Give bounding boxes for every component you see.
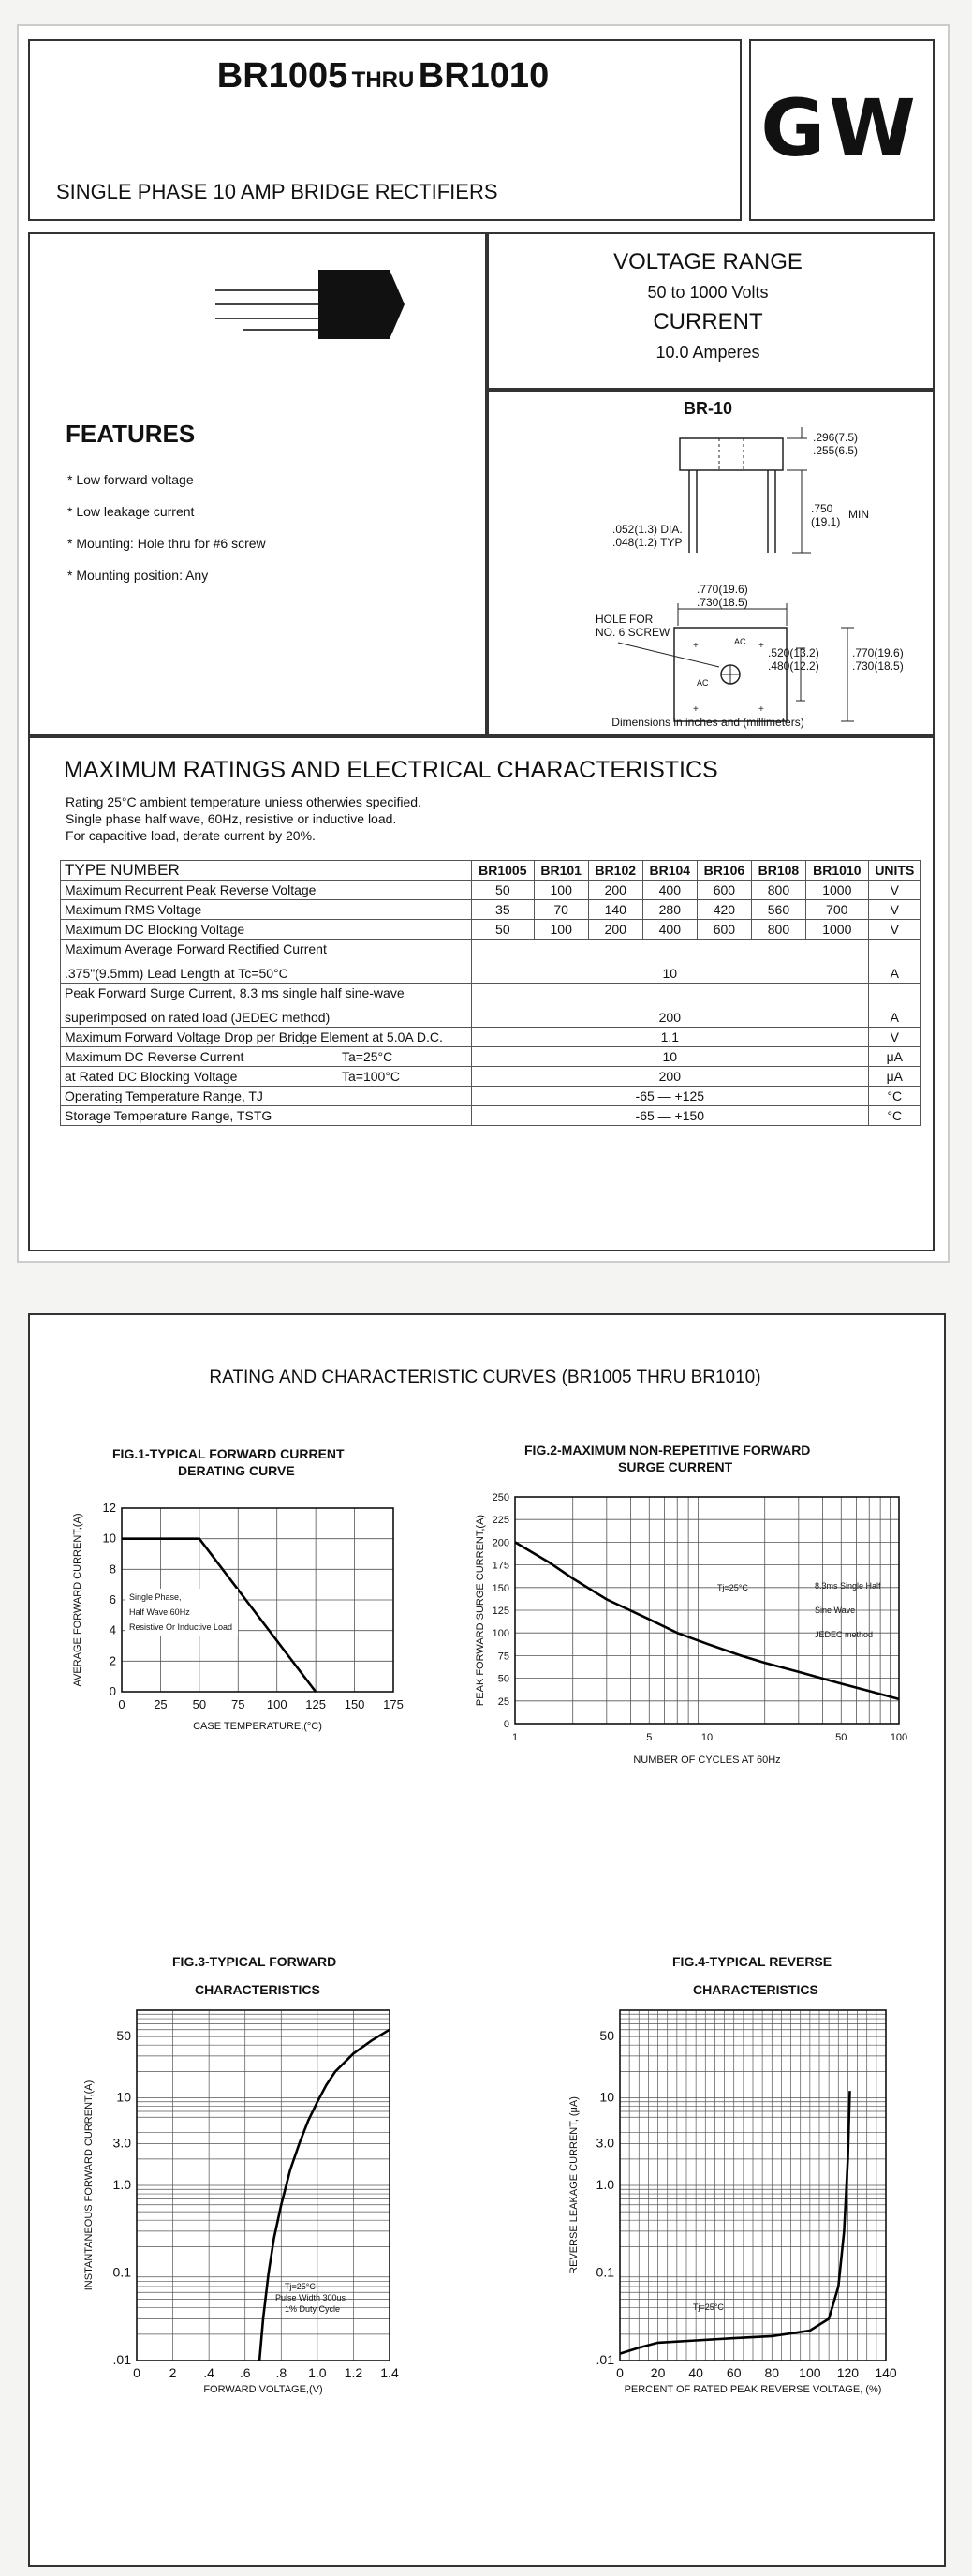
- ratings-note: Single phase half wave, 60Hz, resistive or inductive load.: [66, 811, 397, 826]
- cell-value: 800: [751, 881, 805, 900]
- dim-lead-diameter-min: .048(1.2) TYP: [612, 536, 683, 549]
- x-tick-label: 1.0: [308, 2365, 327, 2380]
- x-tick-label: 50: [835, 1732, 847, 1743]
- dim-body-max: .770(19.6): [852, 646, 904, 659]
- y-axis-label: REVERSE LEAKAGE CURRENT, (μA): [568, 2096, 580, 2274]
- cell-value: 10: [472, 940, 869, 984]
- cell-unit: A: [868, 940, 920, 984]
- x-tick-label: 0: [118, 1697, 125, 1711]
- part-header: BR1005: [472, 861, 535, 881]
- part-header: BR108: [751, 861, 805, 881]
- y-tick-label: 0: [503, 1719, 509, 1730]
- x-tick-label: 150: [344, 1697, 365, 1711]
- svg-text:+: +: [758, 641, 764, 651]
- y-tick-label: 25: [497, 1695, 509, 1708]
- ratings-table: [60, 860, 921, 1126]
- cell-value: 50: [472, 881, 535, 900]
- features-title: FEATURES: [66, 420, 196, 448]
- fig4-title: FIG.4-TYPICAL REVERSE: [672, 1954, 832, 1969]
- title-thru: THRU: [351, 67, 415, 93]
- param-label-line: superimposed on rated load (JEDEC method): [65, 1010, 331, 1025]
- x-tick-label: 100: [266, 1697, 287, 1711]
- ratings-title: MAXIMUM RATINGS AND ELECTRICAL CHARACTERISTICS: [64, 757, 718, 783]
- y-tick-label: 4: [109, 1622, 116, 1637]
- ratings-note: For capacitive load, derate current by 20%.: [66, 828, 316, 843]
- dim-lead-min: MIN: [848, 508, 869, 521]
- table-row: [61, 1047, 921, 1067]
- cell-unit: A: [868, 984, 920, 1028]
- cell-value: 140: [588, 900, 642, 920]
- dim-pitch-min: .480(12.2): [768, 659, 819, 673]
- ratings-note: Rating 25°C ambient temperature uniess otherwies specified.: [66, 794, 421, 809]
- cell-value: 560: [751, 900, 805, 920]
- y-tick-label: .01: [112, 2352, 131, 2367]
- chart-annotation: 1% Duty Cycle: [285, 2304, 341, 2314]
- fig3-title: CHARACTERISTICS: [195, 1982, 320, 1997]
- y-axis-label: AVERAGE FORWARD CURRENT,(A): [72, 1513, 83, 1687]
- feature-item: * Mounting position: Any: [67, 568, 209, 583]
- chart-annotation: Resistive Or Inductive Load: [129, 1622, 233, 1632]
- y-tick-label: 8: [109, 1562, 116, 1577]
- y-tick-label: .01: [596, 2352, 614, 2367]
- chart-annotation: Tj=25°C: [285, 2282, 316, 2291]
- chart-annotation: Half Wave 60Hz: [129, 1607, 190, 1617]
- logo-text: GW: [760, 82, 920, 174]
- cell-value: 100: [534, 920, 588, 940]
- x-tick-label: 10: [700, 1732, 714, 1743]
- hole-note-line1: HOLE FOR: [596, 613, 654, 626]
- x-tick-label: 40: [688, 2365, 703, 2380]
- table-row: [61, 984, 921, 1028]
- y-tick-label: 1.0: [596, 2177, 614, 2192]
- param-label-line: Maximum Average Forward Rectified Current: [65, 941, 327, 956]
- param-label-line: Peak Forward Surge Current, 8.3 ms single half sine-wave: [65, 985, 405, 1000]
- table-row: [61, 920, 921, 940]
- cell-value: -65 — +150: [472, 1106, 869, 1126]
- x-axis-label: NUMBER OF CYCLES AT 60Hz: [633, 1754, 781, 1766]
- dim-lead-mm: (19.1): [811, 515, 841, 528]
- svg-text:+: +: [693, 641, 699, 651]
- param-label: [61, 1067, 472, 1087]
- fig2-title: SURGE CURRENT: [618, 1459, 733, 1474]
- part-header: BR102: [588, 861, 642, 881]
- y-tick-label: 2: [109, 1653, 116, 1668]
- table-row: [61, 881, 921, 900]
- cell-value: 200: [472, 984, 869, 1028]
- param-label: Storage Temperature Range, TSTG: [61, 1106, 472, 1126]
- y-axis-label: INSTANTANEOUS FORWARD CURRENT,(A): [83, 2080, 95, 2291]
- ac-pin-label: AC: [734, 637, 746, 646]
- y-tick-label: 6: [109, 1592, 116, 1606]
- ac-pin-label: AC: [697, 678, 709, 688]
- cell-value: 700: [805, 900, 868, 920]
- param-label: [61, 984, 472, 1028]
- chart-annotation: Tj=25°C: [717, 1583, 748, 1592]
- dim-lead-inch: .750: [811, 502, 833, 515]
- title-part-last: BR1010: [418, 56, 550, 96]
- feature-item: * Low forward voltage: [67, 472, 194, 487]
- dim-width-min: .730(18.5): [697, 596, 748, 609]
- table-row: [61, 1067, 921, 1087]
- param-label: Maximum DC Blocking Voltage: [61, 920, 472, 940]
- y-tick-label: 125: [492, 1606, 509, 1617]
- x-tick-label: 0: [616, 2365, 624, 2380]
- y-tick-label: 0.1: [112, 2264, 131, 2280]
- x-tick-label: 100: [890, 1732, 908, 1743]
- x-tick-label: 1.2: [344, 2365, 363, 2380]
- cell-value: 1.1: [472, 1028, 869, 1047]
- x-tick-label: 2: [169, 2365, 177, 2380]
- package-name: BR-10: [683, 399, 732, 418]
- x-tick-label: 1: [511, 1732, 519, 1743]
- fig2-surge-chart: [459, 1480, 918, 1770]
- y-tick-label: 50: [599, 2028, 614, 2044]
- subtitle: SINGLE PHASE 10 AMP BRIDGE RECTIFIERS: [56, 180, 498, 203]
- y-tick-label: 3.0: [596, 2135, 614, 2151]
- param-label: Maximum Recurrent Peak Reverse Voltage: [61, 881, 472, 900]
- x-tick-label: 50: [192, 1697, 207, 1711]
- x-axis-label: CASE TEMPERATURE,(°C): [193, 1721, 322, 1732]
- x-tick-label: 100: [799, 2365, 821, 2380]
- cell-value: 600: [697, 881, 751, 900]
- condition-label: Ta=25°C: [342, 1049, 393, 1064]
- x-tick-label: 1.4: [380, 2365, 399, 2380]
- features-list: [67, 472, 266, 600]
- cell-unit: μA: [868, 1047, 920, 1067]
- param-label: Maximum RMS Voltage: [61, 900, 472, 920]
- chart-annotation: 8.3ms Single Half: [815, 1581, 881, 1591]
- param-label: [61, 940, 472, 984]
- dimensions-note: Dimensions in inches and (millimeters): [611, 716, 804, 729]
- cell-value: 35: [472, 900, 535, 920]
- x-tick-label: 60: [726, 2365, 742, 2380]
- x-axis-label: FORWARD VOLTAGE,(V): [203, 2384, 323, 2395]
- cell-value: 200: [588, 920, 642, 940]
- cell-value: 70: [534, 900, 588, 920]
- fig1-derating-chart: [66, 1480, 421, 1742]
- chart-annotation: Tj=25°C: [693, 2302, 724, 2312]
- cell-value: 1000: [805, 920, 868, 940]
- y-tick-label: 0: [109, 1684, 116, 1698]
- table-header-row: [61, 861, 921, 881]
- cell-value: 420: [697, 900, 751, 920]
- param-label: Operating Temperature Range, TJ: [61, 1087, 472, 1106]
- page-title: [28, 56, 738, 96]
- title-part-first: BR1005: [216, 56, 348, 96]
- x-tick-label: 25: [154, 1697, 168, 1711]
- param-label-line: Maximum DC Reverse Current: [65, 1049, 244, 1064]
- chart-annotation: Single Phase,: [129, 1592, 182, 1602]
- svg-text:+: +: [693, 704, 699, 715]
- dim-body-min: .730(18.5): [852, 659, 904, 673]
- fig1-title: DERATING CURVE: [178, 1463, 295, 1478]
- chart-annotation: Pulse Width 300us: [275, 2293, 346, 2302]
- table-row: [61, 900, 921, 920]
- fig3-forward-chart: [75, 1995, 421, 2407]
- cell-unit: V: [868, 920, 920, 940]
- cell-value: 280: [642, 900, 697, 920]
- x-tick-label: .6: [239, 2365, 251, 2380]
- cell-value: 800: [751, 920, 805, 940]
- units-header: UNITS: [868, 861, 920, 881]
- cell-value: 1000: [805, 881, 868, 900]
- table-row: [61, 940, 921, 984]
- x-tick-label: 125: [305, 1697, 326, 1711]
- y-tick-label: 200: [492, 1537, 509, 1549]
- dim-width-max: .770(19.6): [697, 583, 748, 596]
- cell-unit: V: [868, 1028, 920, 1047]
- fig4-reverse-chart: [562, 1995, 927, 2407]
- type-number-header: TYPE NUMBER: [61, 861, 472, 881]
- dim-height-max: .296(7.5): [813, 431, 859, 444]
- part-header: BR104: [642, 861, 697, 881]
- bridge-rectifier-icon: [206, 262, 412, 347]
- curves-title: RATING AND CHARACTERISTIC CURVES (BR1005 THRU BR1010): [209, 1368, 761, 1387]
- y-tick-label: 12: [102, 1501, 116, 1515]
- cell-unit: μA: [868, 1067, 920, 1087]
- table-row: [61, 1106, 921, 1126]
- cell-unit: °C: [868, 1087, 920, 1106]
- fig2-title: FIG.2-MAXIMUM NON-REPETITIVE FORWARD: [524, 1443, 811, 1458]
- dim-lead-diameter-max: .052(1.3) DIA.: [612, 523, 683, 536]
- current-title: CURRENT: [653, 309, 763, 334]
- package-outline-drawing: [562, 412, 899, 731]
- cell-unit: V: [868, 881, 920, 900]
- param-label-line: .375"(9.5mm) Lead Length at Tc=50°C: [65, 966, 288, 981]
- x-tick-label: .8: [275, 2365, 287, 2380]
- y-tick-label: 175: [492, 1560, 509, 1572]
- y-tick-label: 0.1: [596, 2264, 614, 2280]
- param-label: [61, 1047, 472, 1067]
- cell-value: 400: [642, 881, 697, 900]
- x-tick-label: 120: [836, 2365, 860, 2380]
- x-tick-label: 80: [764, 2365, 780, 2380]
- y-tick-label: 10: [116, 2089, 131, 2105]
- y-axis-label: PEAK FORWARD SURGE CURRENT,(A): [475, 1514, 486, 1707]
- current-value: 10.0 Amperes: [655, 343, 760, 362]
- voltage-range-value: 50 to 1000 Volts: [647, 283, 769, 302]
- x-tick-label: 20: [650, 2365, 666, 2380]
- cell-value: 10: [472, 1047, 869, 1067]
- y-tick-label: 225: [492, 1515, 509, 1527]
- dim-pitch-max: .520(13.2): [768, 646, 819, 659]
- x-tick-label: .4: [203, 2365, 214, 2380]
- x-tick-label: 5: [646, 1732, 653, 1743]
- cell-value: 400: [642, 920, 697, 940]
- dim-height-min: .255(6.5): [813, 444, 859, 457]
- cell-value: 100: [534, 881, 588, 900]
- part-header: BR101: [534, 861, 588, 881]
- cell-value: 200: [472, 1067, 869, 1087]
- y-tick-label: 50: [497, 1673, 509, 1685]
- chart-annotation: Sine Wave: [815, 1606, 856, 1615]
- y-tick-label: 100: [492, 1628, 509, 1640]
- part-header: BR1010: [805, 861, 868, 881]
- fig1-title: FIG.1-TYPICAL FORWARD CURRENT: [112, 1446, 345, 1461]
- fig3-title: FIG.3-TYPICAL FORWARD: [172, 1954, 337, 1969]
- feature-item: * Mounting: Hole thru for #6 screw: [67, 536, 266, 551]
- y-tick-label: 10: [102, 1531, 116, 1546]
- y-tick-label: 10: [599, 2089, 614, 2105]
- y-tick-label: 50: [116, 2028, 131, 2044]
- cell-value: 600: [697, 920, 751, 940]
- logo: [749, 82, 931, 174]
- svg-text:+: +: [758, 704, 764, 715]
- fig4-title: CHARACTERISTICS: [693, 1982, 818, 1997]
- param-label-line: at Rated DC Blocking Voltage: [65, 1069, 238, 1084]
- y-tick-label: 250: [492, 1492, 509, 1503]
- condition-label: Ta=100°C: [342, 1069, 401, 1084]
- feature-item: * Low leakage current: [67, 504, 195, 519]
- chart-annotation: JEDEC method: [815, 1630, 874, 1639]
- x-axis-label: PERCENT OF RATED PEAK REVERSE VOLTAGE, (%): [624, 2384, 882, 2395]
- table-row: [61, 1028, 921, 1047]
- part-header: BR106: [697, 861, 751, 881]
- y-tick-label: 3.0: [112, 2135, 131, 2151]
- voltage-range-title: VOLTAGE RANGE: [613, 249, 803, 274]
- cell-value: 50: [472, 920, 535, 940]
- cell-value: 200: [588, 881, 642, 900]
- y-tick-label: 150: [492, 1582, 509, 1594]
- cell-unit: °C: [868, 1106, 920, 1126]
- cell-value: -65 — +125: [472, 1087, 869, 1106]
- table-row: [61, 1087, 921, 1106]
- series-line: [620, 2091, 850, 2354]
- y-tick-label: 1.0: [112, 2177, 131, 2192]
- x-tick-label: 0: [133, 2365, 140, 2380]
- x-tick-label: 175: [383, 1697, 404, 1711]
- param-label: Maximum Forward Voltage Drop per Bridge Element at 5.0A D.C.: [61, 1028, 472, 1047]
- x-tick-label: 140: [875, 2365, 897, 2380]
- hole-note-line2: NO. 6 SCREW: [596, 626, 670, 639]
- cell-unit: V: [868, 900, 920, 920]
- x-tick-label: 75: [231, 1697, 245, 1711]
- y-tick-label: 75: [497, 1651, 509, 1663]
